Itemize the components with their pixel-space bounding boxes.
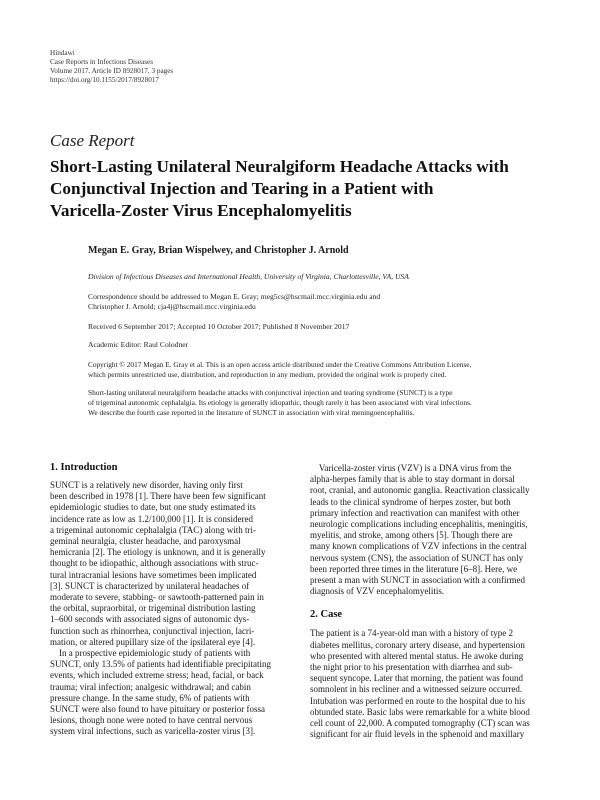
abstract-line: We describe the fourth case reported in the literature of SUNCT in association with viral meningoencephalitis. — [88, 407, 415, 417]
body-line: who presented with altered mental status. He awoke during — [310, 650, 524, 661]
body-line: Varicella-zoster virus (VZV) is a DNA virus from the — [310, 463, 512, 473]
body-line: somnolent in his recliner and a witnessed seizure occurred. — [310, 684, 523, 695]
body-line: the night prior to his presentation with diarrhea and sub- — [310, 662, 513, 673]
affiliation: Division of Infectious Diseases and International Health, University of Virginia, Charlottesville, VA, USA — [88, 272, 409, 281]
body-line: function such as rhinorrhea, conjunctival injection, lacri- — [50, 625, 255, 636]
body-line: alpha-herpes family that is able to stay dormant in dorsal — [310, 474, 515, 485]
case-text — [310, 628, 560, 740]
body-line: moderate to severe, stabbing- or sawtooth-patterned pain in — [50, 592, 264, 603]
journal-name: Case Reports in Infectious Diseases — [50, 58, 153, 66]
title-line: Short-Lasting Unilateral Neuralgiform Headache Attacks with — [50, 157, 509, 176]
body-line: root, cranial, and autonomic ganglia. Reactivation classically — [310, 485, 530, 496]
abstract-line: Short-lasting unilateral neuralgiform headache attacks with conjunctival injection and tearing syndrome (SUNCT) is a type — [88, 388, 453, 397]
body-line: SUNCT is a relatively new disorder, having only first — [50, 480, 243, 490]
publisher-name: Hindawi — [50, 49, 75, 57]
correspondence — [88, 292, 558, 312]
introduction-text — [50, 480, 300, 738]
body-line: SUNCT were also found to have pituitary or posterior fossa — [50, 704, 266, 715]
body-line: diagnosis of VZV encephalomyelitis. — [310, 586, 445, 597]
volume-info: Volume 2017, Article ID 8928017, 3 pages — [50, 67, 174, 75]
abstract — [88, 388, 554, 418]
body-line: [3]. SUNCT is characterized by unilateral headaches of — [50, 580, 250, 591]
copyright-line: Copyright © 2017 Megan E. Gray et al. This is an open access article distributed under the Creative Commons Attribution License, — [88, 360, 472, 369]
body-line: epidemiologic studies to date, but one study estimated its — [50, 502, 256, 513]
body-line: been described in 1978 [1]. There have been few significant — [50, 491, 266, 502]
body-line: incidence rate as low as 1.2/100,000 [1]. It is considered — [50, 513, 253, 524]
body-line: present a man with SUNCT in association with a confirmed — [310, 575, 526, 586]
article-type: Case Report — [50, 131, 135, 150]
body-line: neurologic complications including encephalitis, meningitis, — [310, 519, 528, 530]
body-line: mation, or altered pupillary size of the ipsilateral eye [4]. — [50, 636, 256, 647]
body-line: trauma; viral infection; analgesic withdrawal; and cabin — [50, 681, 251, 692]
article-title — [50, 156, 570, 222]
copyright-notice — [88, 360, 558, 380]
copyright-line: which permits unrestricted use, distribution, and reproduction in any medium, provided the original work is properly cited. — [88, 370, 447, 380]
body-line: cell count of 22,000. A computed tomography (CT) scan was — [310, 718, 530, 729]
authors: Megan E. Gray, Brian Wispelwey, and Christopher J. Arnold — [88, 245, 349, 256]
body-line: leads to the clinical syndrome of herpes zoster, but both — [310, 496, 511, 507]
body-line: system viral infections, such as varicella-zoster virus [3]. — [50, 726, 256, 737]
body-line: the orbital, supraorbital, or trigeminal distribution lasting — [50, 603, 256, 614]
body-line: 1–600 seconds with associated signs of autonomic dys- — [50, 614, 250, 625]
section-heading-case: 2. Case — [310, 609, 343, 621]
body-line: myelitis, and stroke, among others [5]. Though there are — [310, 530, 513, 541]
title-line: Conjunctival Injection and Tearing in a Patient with — [50, 179, 434, 198]
correspondence-line: Correspondence should be addressed to Megan E. Gray; meg5cs@hscmail.mcc.virginia.edu and — [88, 292, 381, 301]
left-column — [50, 462, 300, 738]
body-line: hemicrania [2]. The etiology is unknown, and it is generally — [50, 547, 266, 558]
body-line: primary infection and reactivation can manifest with other — [310, 507, 520, 518]
body-line: thought to be idiopathic, although associations with struc- — [50, 558, 259, 569]
body-line: significant for air fluid levels in the sphenoid and maxillary — [310, 729, 525, 740]
body-line: obtunded state. Basic labs were remarkable for a white blood — [310, 706, 530, 717]
body-line: many known complications of VZV infections in the central — [310, 541, 527, 552]
body-line: The patient is a 74-year-old man with a history of type 2 — [310, 628, 514, 639]
body-line: been reported three times in the literature [6–8]. Here, we — [310, 563, 518, 574]
doi-link[interactable]: https://doi.org/10.1155/2017/8928017 — [50, 76, 160, 84]
body-line: pressure change. In the same study, 6% of patients with — [50, 692, 250, 703]
body-line: diabetes mellitus, coronary artery disease, and hypertension — [310, 639, 525, 650]
introduction-continued — [310, 463, 560, 597]
body-line: In a prospective epidemiologic study of patients with — [50, 648, 251, 659]
body-line: geminal neuralgia, cluster headache, and paroxysmal — [50, 536, 241, 547]
body-line: Intubation was performed en route to the hospital due to his — [310, 695, 525, 706]
academic-editor: Academic Editor: Raul Colodner — [88, 340, 189, 349]
journal-header — [50, 49, 173, 85]
abstract-line: of trigeminal autonomic cephalalgia. Its etiology is generally idiopathic, though rarely it has been associated with viral infections. — [88, 397, 472, 407]
publication-dates: Received 6 September 2017; Accepted 10 October 2017; Published 8 November 2017 — [88, 322, 350, 331]
body-line: events, which included extreme stress; head, facial, or back — [50, 670, 264, 681]
body-line: tural intracranial lesions have sometimes been implicated — [50, 569, 257, 580]
body-line: lesions, though none were noted to have central nervous — [50, 715, 253, 726]
body-line: nervous system (CNS), the association of SUNCT has only — [310, 552, 524, 563]
body-line: SUNCT, only 13.5% of patients had identifiable precipitating — [50, 659, 272, 670]
title-line: Varicella-Zoster Virus Encephalomyelitis — [50, 201, 352, 220]
body-line: sequent syncope. Later that morning, the patient was found — [310, 673, 523, 684]
correspondence-line: Christopher J. Arnold; cja4j@hscmail.mcc.virginia.edu — [88, 302, 256, 312]
section-heading-introduction: 1. Introduction — [50, 462, 118, 473]
body-line: a trigeminal autonomic cephalalgia (TAC) along with tri- — [50, 524, 256, 535]
right-column — [310, 463, 560, 740]
